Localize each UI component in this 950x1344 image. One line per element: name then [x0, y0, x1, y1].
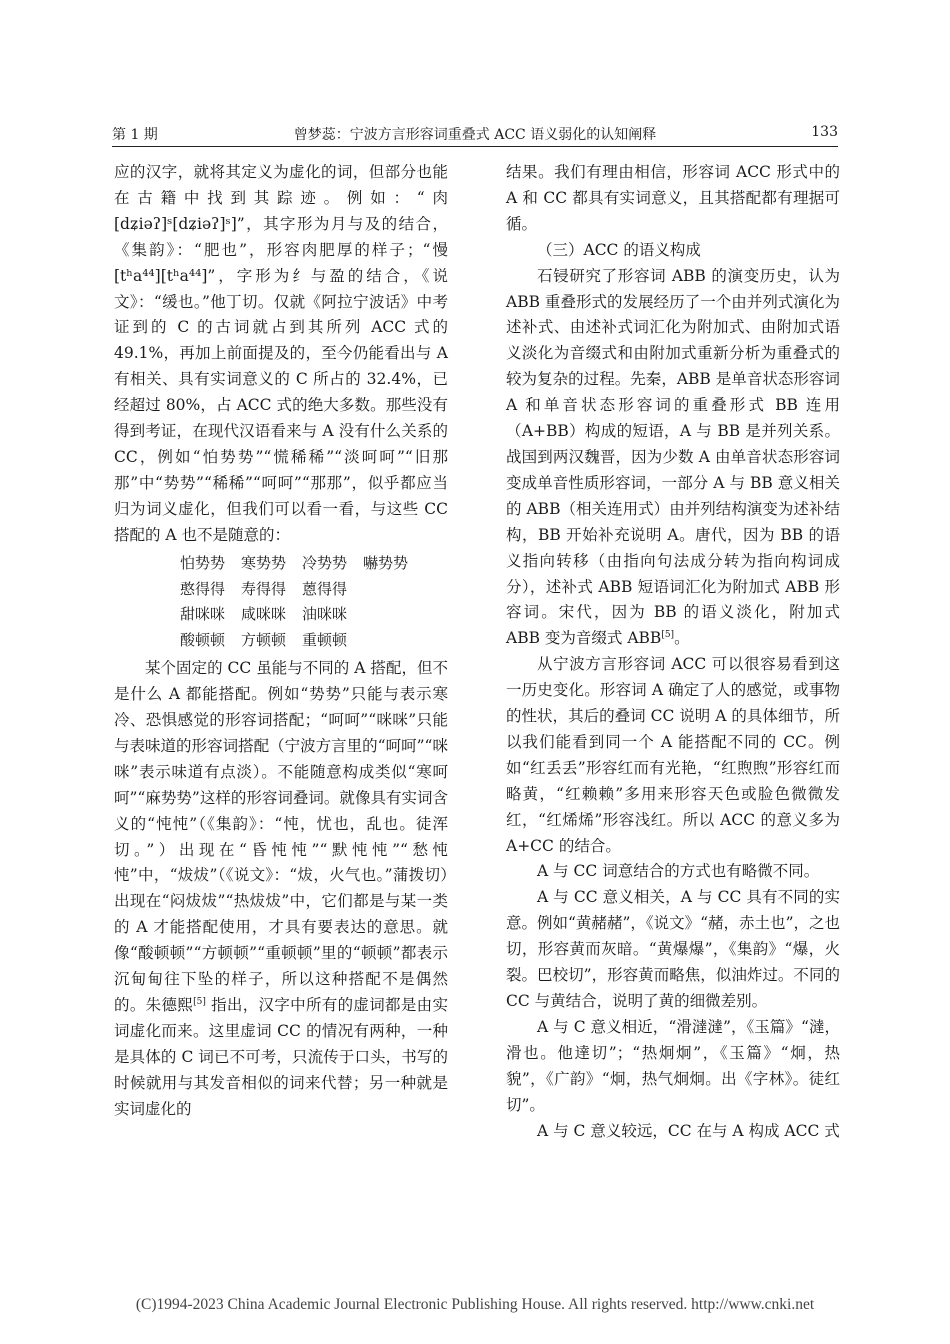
word-cell: 油咪咪: [302, 605, 348, 624]
left-column: [114, 160, 448, 1123]
word-cell: 蒽得得: [302, 579, 348, 598]
left-paragraph-1: 应的汉字，就将其定义为虚化的词，但部分也能在古籍中找到其踪迹。例如：“肉[dʑiəʔ]ˢ[dʑiəʔ]ˢ]”，其字形为月与及的结合，《集韵》：“肥也”，形容肉肥厚的样子；“慢[tʰa⁴⁴][tʰa⁴⁴]”，字形为纟与盈的结合，《说文》：“缓也。”他丁切。仅就《阿拉宁波话》中考证到的 C 的古词就占到其所列 ACC 式的 49.1%，再加上前面提及的，至今仍能看出与 A 有相关、具有实词意义的 C 所占的 32.4%，已经超过 80%，占 ACC 式的绝大多数。那些没有得到考证，在现代汉语看来与 A 没有什么关系的 CC，例如“怕势势”“慌稀稀”“淡呵呵”“旧那那”中“势势”“稀稀”“呵呵”“那那”，似乎都应当归为词义虚化，但我们可以看一看，与这些 CC 搭配的 A 也不是随意的：: [114, 163, 448, 544]
right-paragraph-2-text: 石锓研究了形容词 ABB 的演变历史，认为 ABB 重叠形式的发展经历了一个由并列式演化为述补式、由述补式词汇化为附加式、由附加式语义淡化为音缀式和由附加式重新分析为重叠式的较为复杂的过程。先秦，ABB 是单音状态形容词 A 和单音状态形容词的重叠形式 BB 连用（A+BB）构成的短语，A 与 BB 是并列关系。战国到两汉魏晋，因为少数 A 由单音状态形容词变成单音性质形容词，一部分 A 与 BB 意义相关的 ABB（相关连用式）由并列结构演变为述补结构，BB 开始补充说明 A。唐代，因为 BB 的语义指向转移（由指向句法成分转为指向构词成分），述补式 ABB 短语词汇化为附加式 ABB 形容词。宋代，因为 BB 的语义淡化，附加式 ABB 变为音缀式 ABB: [506, 266, 840, 648]
right-paragraph-7: A 与 C 意义较远，CC 在与 A 构成 ACC 式: [537, 1121, 840, 1140]
right-column: [506, 160, 840, 1144]
word-cell: 方顿顿: [241, 631, 287, 650]
right-paragraph-2: [506, 264, 840, 653]
word-row: [180, 551, 424, 577]
running-title: 曾梦蕊：宁波方言形容词重叠式 ACC 语义弱化的认知阐释: [293, 127, 657, 143]
right-paragraph-4: A 与 CC 词意结合的方式也有略微不同。: [537, 862, 820, 881]
copyright-footer: (C)1994-2023 China Academic Journal Electronic Publishing House. All rights reserved. http://www.cnki.net: [135, 1296, 815, 1313]
word-cell: 冷势势: [302, 553, 348, 572]
word-cell: 寿得得: [241, 579, 287, 598]
word-cell: 咸咪咪: [241, 605, 287, 624]
word-cell: 寒势势: [241, 553, 287, 572]
word-row: [180, 602, 424, 628]
word-cell: 憨得得: [180, 579, 226, 598]
citation-ref[interactable]: [5]: [661, 630, 675, 641]
word-cell: 怕势势: [180, 553, 226, 572]
issue-number: 第 1 期: [112, 127, 158, 143]
right-paragraph-5: A 与 CC 意义相关，A 与 CC 具有不同的实意。例如“黄赭赭”，《说文》“赭，赤土也”，之也切，形容黄而灰暗。“黄爆爆”，《集韵》“爆，火裂。巴校切”，形容黄而略焦，似油炸过。不同的 CC 与黄结合，说明了黄的细微差别。: [506, 888, 840, 1010]
word-cell: 嚇势势: [363, 553, 409, 572]
word-row: [180, 628, 424, 654]
running-header: [112, 122, 838, 147]
left-paragraph-2-text: 某个固定的 CC 虽能与不同的 A 搭配，但不是什么 A 都能搭配。例如“势势”只能与表示寒冷、恐惧感觉的形容词搭配；“呵呵”“咪咪”只能与表味道的形容词搭配（宁波方言里的“呵呵”“咪咪”表示味道有点淡）。不能随意构成类似“寒呵呵”“麻势势”这样的形容词叠词。就像具有实词含义的“忳忳”（《集韵》：“忳，忧也，乱也。徒浑切。”）出现在“昏忳忳”“默忳忳”“愁忳忳”中，“炦炦”（《说文》：“炦，火气也。”蒲拨切）出现在“闷炦炦”“热炦炦”中，它们都是与某一类的 A 才能搭配使用，才具有要表达的意思。就像“酸顿顿”“方顿顿”“重顿顿”里的“顿顿”都表示沉甸甸往下坠的样子，所以这种搭配不是偶然的。朱德熙: [114, 659, 448, 1014]
word-cell: 重顿顿: [302, 631, 348, 650]
left-paragraph-2: [114, 656, 448, 1122]
word-cell: 甜咪咪: [180, 605, 226, 624]
word-examples-table: [180, 551, 424, 655]
page-number: 133: [811, 124, 838, 140]
left-paragraph-2-continued: 指出，汉字中所有的虚词都是由实词虚化而来。这里虚词 CC 的情况有两种，一种是具体的 C 词已不可考，只流传于口头，书写的时候就用与其发音相似的词来代替；另一种就是实词虚化的: [114, 996, 448, 1118]
word-row: [180, 577, 424, 603]
right-paragraph-3: 从宁波方言形容词 ACC 可以很容易看到这一历史变化。形容词 A 确定了人的感觉，或事物的性状，其后的叠词 CC 说明 A 的具体细节，所以我们能看到同一个 A 能搭配不同的 CC。例如“红丢丢”形容红而有光艳，“红煦煦”形容红而略黄，“红赖赖”多用来形容天色或脸色微微发红，“红烯烯”形容浅红。所以 ACC 的意义多为 A+CC 的结合。: [506, 655, 840, 855]
right-paragraph-2-end: 。: [674, 629, 690, 648]
section-heading: （三）ACC 的语义构成: [537, 240, 701, 259]
right-paragraph-1: 结果。我们有理由相信，形容词 ACC 形式中的 A 和 CC 都具有实词意义，且其搭配都有理据可循。: [506, 163, 840, 233]
right-paragraph-6: A 与 C 意义相近，“滑澾澾”，《玉篇》“澾，滑也。他達切”；“热炯炯”，《玉篇》“炯，热貌”，《广韵》“炯，热气炯炯。出《字林》。徒红切”。: [506, 1017, 840, 1114]
citation-ref[interactable]: [5]: [193, 996, 206, 1007]
word-cell: 酸顿顿: [180, 631, 226, 650]
